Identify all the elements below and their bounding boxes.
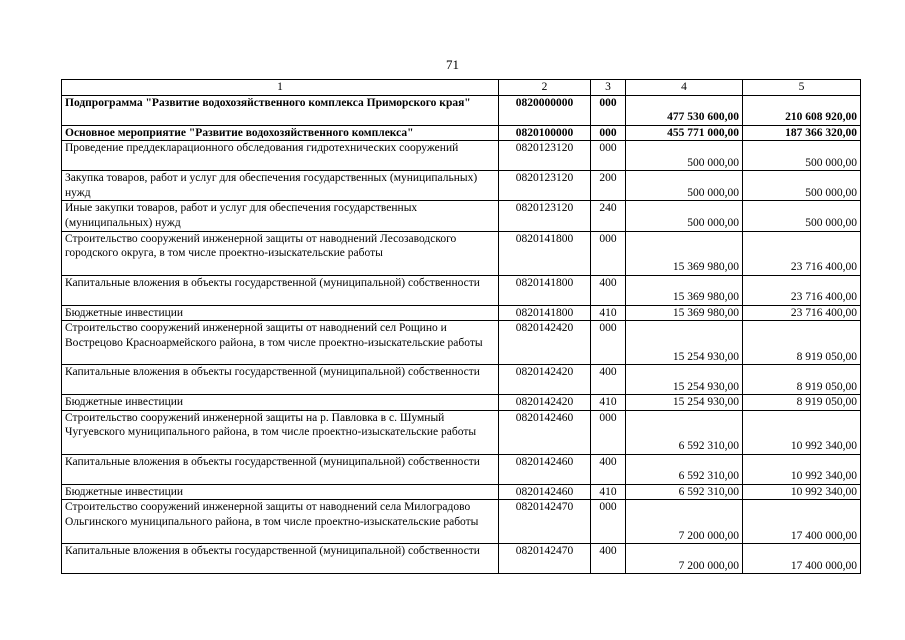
table-row — [62, 275, 861, 305]
row-type: 000 — [591, 410, 626, 454]
row-name: Капитальные вложения в объекты государственной (муниципальной) собственности — [62, 365, 499, 395]
row-code: 0820142470 — [499, 500, 591, 544]
row-amount-4: 15 254 930,00 — [626, 365, 743, 395]
row-name: Иные закупки товаров, работ и услуг для обеспечения государственных (муниципальных) нужд — [62, 201, 499, 231]
row-amount-4: 15 369 980,00 — [626, 231, 743, 275]
row-code: 0820142460 — [499, 484, 591, 500]
row-type: 000 — [591, 141, 626, 171]
row-name: Капитальные вложения в объекты государственной (муниципальной) собственности — [62, 275, 499, 305]
row-amount-5: 8 919 050,00 — [743, 365, 861, 395]
row-code: 0820142460 — [499, 410, 591, 454]
row-amount-4: 6 592 310,00 — [626, 410, 743, 454]
row-amount-5: 8 919 050,00 — [743, 321, 861, 365]
row-code: 0820142420 — [499, 321, 591, 365]
header-cell-3: 3 — [591, 80, 626, 96]
row-amount-4: 500 000,00 — [626, 201, 743, 231]
row-amount-4: 6 592 310,00 — [626, 454, 743, 484]
table-row — [62, 171, 861, 201]
row-amount-4: 7 200 000,00 — [626, 500, 743, 544]
row-name: Проведение преддекларационного обследования гидротехнических сооружений — [62, 141, 499, 171]
row-amount-5: 8 919 050,00 — [743, 395, 861, 411]
row-code: 0820123120 — [499, 201, 591, 231]
row-type: 200 — [591, 171, 626, 201]
row-name: Капитальные вложения в объекты государственной (муниципальной) собственности — [62, 544, 499, 574]
table-row — [62, 201, 861, 231]
table-row — [62, 395, 861, 411]
row-code: 0820000000 — [499, 95, 591, 125]
row-code: 0820142470 — [499, 544, 591, 574]
row-type: 410 — [591, 305, 626, 321]
row-code: 0820141800 — [499, 231, 591, 275]
row-name: Бюджетные инвестиции — [62, 484, 499, 500]
row-code: 0820100000 — [499, 125, 591, 141]
row-amount-4: 7 200 000,00 — [626, 544, 743, 574]
row-amount-4: 500 000,00 — [626, 141, 743, 171]
table-row — [62, 454, 861, 484]
row-amount-5: 500 000,00 — [743, 201, 861, 231]
row-code: 0820123120 — [499, 171, 591, 201]
header-cell-4: 4 — [626, 80, 743, 96]
row-amount-5: 500 000,00 — [743, 141, 861, 171]
row-type: 000 — [591, 500, 626, 544]
row-amount-4: 15 369 980,00 — [626, 305, 743, 321]
row-type: 400 — [591, 275, 626, 305]
row-name: Строительство сооружений инженерной защиты на р. Павловка в с. Шумный Чугуевского муниципального района, в том числе проектно-изыскательские работы — [62, 410, 499, 454]
table-row — [62, 500, 861, 544]
table-row — [62, 305, 861, 321]
row-type: 400 — [591, 365, 626, 395]
header-cell-5: 5 — [743, 80, 861, 96]
row-type: 000 — [591, 231, 626, 275]
row-name: Строительство сооружений инженерной защиты от наводнений села Милоградово Ольгинского муниципального района, в том числе проектно-изыскательские работы — [62, 500, 499, 544]
row-amount-5: 187 366 320,00 — [743, 125, 861, 141]
row-name: Подпрограмма "Развитие водохозяйственного комплекса Приморского края" — [62, 95, 499, 125]
table-row — [62, 141, 861, 171]
row-amount-5: 23 716 400,00 — [743, 231, 861, 275]
row-name: Строительство сооружений инженерной защиты от наводнений Лесозаводского городского округа, в том числе проектно-изыскательские работы — [62, 231, 499, 275]
row-amount-4: 500 000,00 — [626, 171, 743, 201]
row-name: Закупка товаров, работ и услуг для обеспечения государственных (муниципальных) нужд — [62, 171, 499, 201]
page-number: 71 — [446, 57, 459, 72]
row-code: 0820142420 — [499, 365, 591, 395]
row-amount-5: 17 400 000,00 — [743, 500, 861, 544]
row-amount-4: 15 254 930,00 — [626, 321, 743, 365]
table-row — [62, 125, 861, 141]
table-row — [62, 321, 861, 365]
table-row — [62, 410, 861, 454]
row-name: Бюджетные инвестиции — [62, 395, 499, 411]
table-row — [62, 544, 861, 574]
row-type: 400 — [591, 454, 626, 484]
row-code: 0820142420 — [499, 395, 591, 411]
row-type: 400 — [591, 544, 626, 574]
row-type: 410 — [591, 484, 626, 500]
row-amount-4: 15 369 980,00 — [626, 275, 743, 305]
header-cell-1: 1 — [62, 80, 499, 96]
header-row — [62, 80, 861, 96]
row-amount-5: 10 992 340,00 — [743, 410, 861, 454]
row-amount-5: 10 992 340,00 — [743, 454, 861, 484]
row-amount-4: 477 530 600,00 — [626, 95, 743, 125]
row-type: 000 — [591, 125, 626, 141]
row-code: 0820141800 — [499, 305, 591, 321]
table-row — [62, 231, 861, 275]
table-row — [62, 365, 861, 395]
row-amount-4: 6 592 310,00 — [626, 484, 743, 500]
header-cell-2: 2 — [499, 80, 591, 96]
row-type: 000 — [591, 321, 626, 365]
row-amount-4: 455 771 000,00 — [626, 125, 743, 141]
row-name: Капитальные вложения в объекты государственной (муниципальной) собственности — [62, 454, 499, 484]
row-name: Строительство сооружений инженерной защиты от наводнений сел Рощино и Вострецово Красноармейского района, в том числе проектно-изыскательские работы — [62, 321, 499, 365]
row-type: 000 — [591, 95, 626, 125]
budget-table — [61, 79, 861, 574]
row-amount-5: 210 608 920,00 — [743, 95, 861, 125]
row-code: 0820123120 — [499, 141, 591, 171]
table-row — [62, 95, 861, 125]
row-amount-5: 23 716 400,00 — [743, 305, 861, 321]
row-code: 0820142460 — [499, 454, 591, 484]
row-amount-4: 15 254 930,00 — [626, 395, 743, 411]
row-name: Основное мероприятие "Развитие водохозяйственного комплекса" — [62, 125, 499, 141]
row-amount-5: 17 400 000,00 — [743, 544, 861, 574]
row-type: 240 — [591, 201, 626, 231]
row-amount-5: 500 000,00 — [743, 171, 861, 201]
row-type: 410 — [591, 395, 626, 411]
table-row — [62, 484, 861, 500]
row-code: 0820141800 — [499, 275, 591, 305]
row-amount-5: 23 716 400,00 — [743, 275, 861, 305]
row-name: Бюджетные инвестиции — [62, 305, 499, 321]
row-amount-5: 10 992 340,00 — [743, 484, 861, 500]
